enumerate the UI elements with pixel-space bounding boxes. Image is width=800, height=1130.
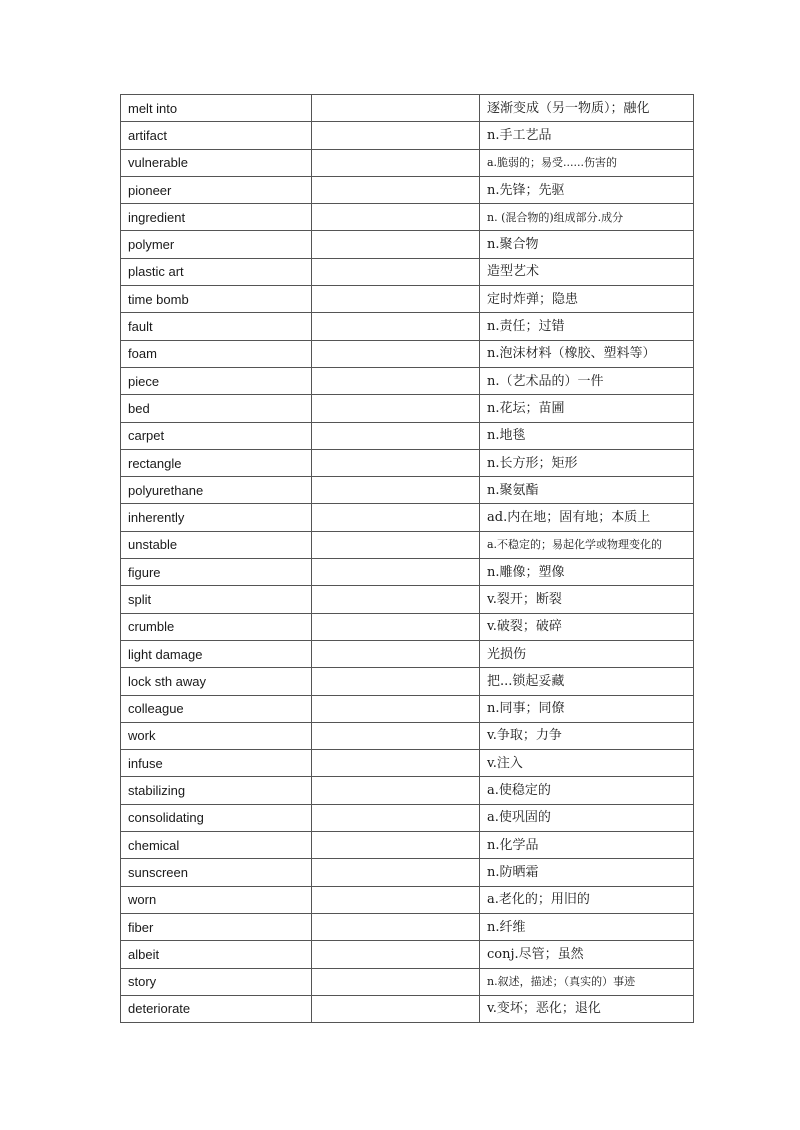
meaning-cell: 定时炸弹；隐患	[480, 286, 694, 313]
table-row	[121, 913, 694, 940]
table-row	[121, 640, 694, 667]
word-cell: split	[121, 586, 312, 613]
meaning-cell: n.化学品	[480, 832, 694, 859]
notes-cell	[312, 422, 480, 449]
notes-cell	[312, 231, 480, 258]
table-row	[121, 613, 694, 640]
notes-cell	[312, 176, 480, 203]
table-row	[121, 668, 694, 695]
notes-cell	[312, 122, 480, 149]
notes-cell	[312, 149, 480, 176]
meaning-cell: n.叙述，描述；（真实的）事迹	[480, 968, 694, 995]
table-row	[121, 722, 694, 749]
table-row	[121, 204, 694, 231]
word-cell: carpet	[121, 422, 312, 449]
table-row	[121, 832, 694, 859]
meaning-cell: v.破裂；破碎	[480, 613, 694, 640]
meaning-cell: ad.内在地；固有地；本质上	[480, 504, 694, 531]
meaning-cell: a.不稳定的；易起化学或物理变化的	[480, 531, 694, 558]
meaning-cell: 造型艺术	[480, 258, 694, 285]
notes-cell	[312, 859, 480, 886]
table-row	[121, 804, 694, 831]
word-cell: rectangle	[121, 449, 312, 476]
word-cell: polymer	[121, 231, 312, 258]
table-row	[121, 449, 694, 476]
meaning-cell: n.地毯	[480, 422, 694, 449]
table-row	[121, 477, 694, 504]
notes-cell	[312, 286, 480, 313]
table-row	[121, 777, 694, 804]
notes-cell	[312, 886, 480, 913]
word-cell: bed	[121, 395, 312, 422]
table-row	[121, 176, 694, 203]
meaning-cell: a.使稳定的	[480, 777, 694, 804]
notes-cell	[312, 95, 480, 122]
table-row	[121, 95, 694, 122]
table-row	[121, 559, 694, 586]
meaning-cell: a.老化的；用旧的	[480, 886, 694, 913]
word-cell: time bomb	[121, 286, 312, 313]
notes-cell	[312, 722, 480, 749]
word-cell: polyurethane	[121, 477, 312, 504]
table-row	[121, 231, 694, 258]
meaning-cell: a.脆弱的；易受......伤害的	[480, 149, 694, 176]
meaning-cell: v.争取；力争	[480, 722, 694, 749]
meaning-cell: v.裂开；断裂	[480, 586, 694, 613]
word-cell: foam	[121, 340, 312, 367]
notes-cell	[312, 586, 480, 613]
notes-cell	[312, 695, 480, 722]
meaning-cell: n.纤维	[480, 913, 694, 940]
word-cell: fault	[121, 313, 312, 340]
notes-cell	[312, 340, 480, 367]
meaning-cell: n.聚氨酯	[480, 477, 694, 504]
meaning-cell: n.雕像；塑像	[480, 559, 694, 586]
table-row	[121, 258, 694, 285]
word-cell: light damage	[121, 640, 312, 667]
meaning-cell: conj.尽管；虽然	[480, 941, 694, 968]
table-row	[121, 531, 694, 558]
notes-cell	[312, 613, 480, 640]
meaning-cell: n.先锋；先驱	[480, 176, 694, 203]
notes-cell	[312, 367, 480, 394]
word-cell: albeit	[121, 941, 312, 968]
table-row	[121, 586, 694, 613]
notes-cell	[312, 995, 480, 1022]
meaning-cell: n.（艺术品的）一件	[480, 367, 694, 394]
table-row	[121, 422, 694, 449]
word-cell: piece	[121, 367, 312, 394]
word-cell: infuse	[121, 750, 312, 777]
word-cell: story	[121, 968, 312, 995]
notes-cell	[312, 941, 480, 968]
table-row	[121, 504, 694, 531]
meaning-cell: 逐渐变成（另一物质）；融化	[480, 95, 694, 122]
word-cell: inherently	[121, 504, 312, 531]
table-row	[121, 149, 694, 176]
notes-cell	[312, 832, 480, 859]
table-row	[121, 286, 694, 313]
word-cell: stabilizing	[121, 777, 312, 804]
meaning-cell: n.责任；过错	[480, 313, 694, 340]
word-cell: ingredient	[121, 204, 312, 231]
word-cell: crumble	[121, 613, 312, 640]
notes-cell	[312, 668, 480, 695]
word-cell: work	[121, 722, 312, 749]
word-cell: lock sth away	[121, 668, 312, 695]
meaning-cell: n.防晒霜	[480, 859, 694, 886]
notes-cell	[312, 313, 480, 340]
table-row	[121, 859, 694, 886]
meaning-cell: n.同事；同僚	[480, 695, 694, 722]
word-cell: plastic art	[121, 258, 312, 285]
meaning-cell: n.泡沫材料（橡胶、塑料等）	[480, 340, 694, 367]
meaning-cell: n. (混合物的)组成部分.成分	[480, 204, 694, 231]
meaning-cell: n.花坛；苗圃	[480, 395, 694, 422]
word-cell: pioneer	[121, 176, 312, 203]
word-cell: deteriorate	[121, 995, 312, 1022]
word-cell: figure	[121, 559, 312, 586]
meaning-cell: v.变坏；恶化；退化	[480, 995, 694, 1022]
notes-cell	[312, 258, 480, 285]
word-cell: sunscreen	[121, 859, 312, 886]
notes-cell	[312, 449, 480, 476]
notes-cell	[312, 559, 480, 586]
vocabulary-table	[120, 94, 694, 1023]
meaning-cell: n.聚合物	[480, 231, 694, 258]
word-cell: melt into	[121, 95, 312, 122]
table-row	[121, 968, 694, 995]
meaning-cell: 把...锁起妥藏	[480, 668, 694, 695]
notes-cell	[312, 913, 480, 940]
table-row	[121, 695, 694, 722]
meaning-cell: n.手工艺品	[480, 122, 694, 149]
notes-cell	[312, 531, 480, 558]
meaning-cell: v.注入	[480, 750, 694, 777]
notes-cell	[312, 640, 480, 667]
notes-cell	[312, 204, 480, 231]
meaning-cell: a.使巩固的	[480, 804, 694, 831]
meaning-cell: n.长方形；矩形	[480, 449, 694, 476]
word-cell: artifact	[121, 122, 312, 149]
table-row	[121, 313, 694, 340]
notes-cell	[312, 504, 480, 531]
word-cell: consolidating	[121, 804, 312, 831]
notes-cell	[312, 968, 480, 995]
notes-cell	[312, 804, 480, 831]
notes-cell	[312, 750, 480, 777]
word-cell: chemical	[121, 832, 312, 859]
word-cell: colleague	[121, 695, 312, 722]
notes-cell	[312, 777, 480, 804]
word-cell: unstable	[121, 531, 312, 558]
vocabulary-table-body	[121, 95, 694, 1023]
table-row	[121, 340, 694, 367]
word-cell: fiber	[121, 913, 312, 940]
word-cell: worn	[121, 886, 312, 913]
table-row	[121, 886, 694, 913]
table-row	[121, 995, 694, 1022]
meaning-cell: 光损伤	[480, 640, 694, 667]
word-cell: vulnerable	[121, 149, 312, 176]
table-row	[121, 750, 694, 777]
table-row	[121, 367, 694, 394]
table-row	[121, 122, 694, 149]
table-row	[121, 395, 694, 422]
notes-cell	[312, 395, 480, 422]
notes-cell	[312, 477, 480, 504]
table-row	[121, 941, 694, 968]
